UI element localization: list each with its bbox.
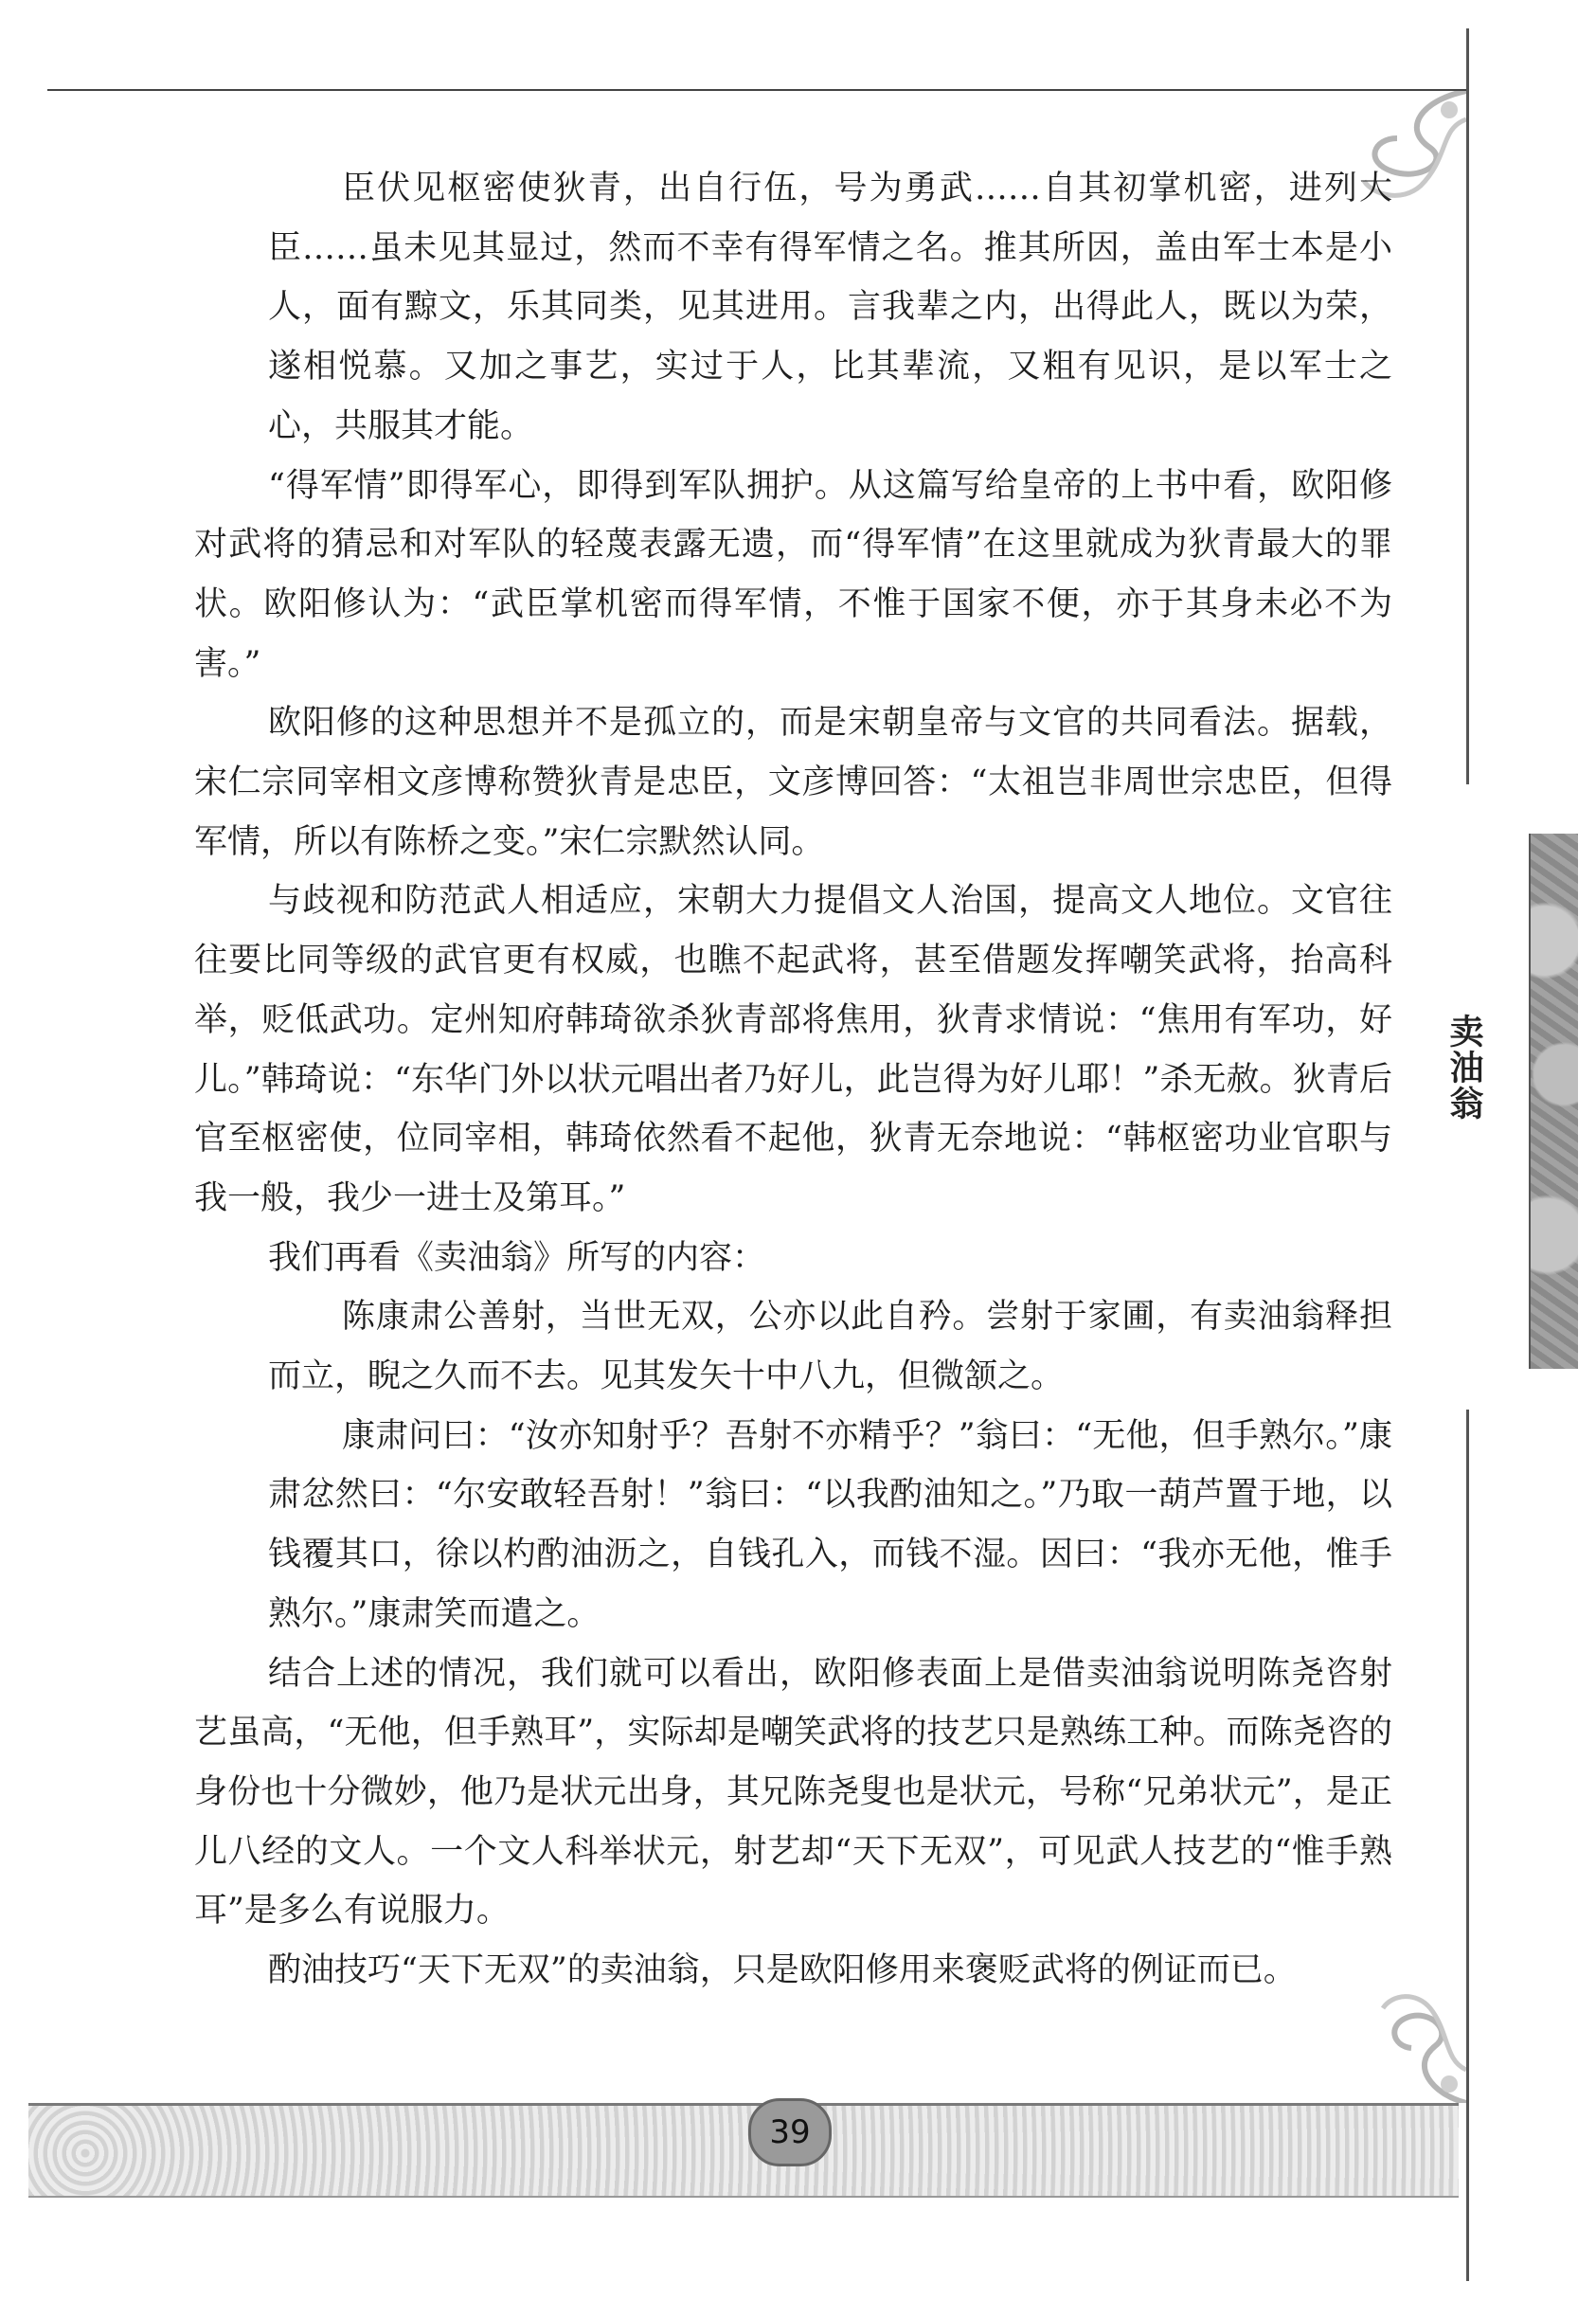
body-paragraph: “得军情”即得军心，即得到军队拥护。从这篇写给皇帝的上书中看，欧阳修对武将的猜忌和对军队的轻蔑表露无遗，而“得军情”在这里就成为狄青最大的罪状。欧阳修认为：“武臣掌机密而得军情，不惟于国家不便，亦于其身未必不为害。” — [194, 466, 1392, 683]
quote-paragraph: 康肃问曰：“汝亦知射乎？吾射不亦精乎？”翁曰：“无他，但手熟尔。”康肃忿然曰：“尔安敢轻吾射！”翁曰：“以我酌油知之。”乃取一葫芦置于地，以钱覆其口，徐以杓酌油沥之，自钱孔入，而钱不湿。因曰：“我亦无他，惟手熟尔。”康肃笑而遣之。 — [268, 1416, 1392, 1633]
body-paragraph: 酌油技巧“天下无双”的卖油翁，只是欧阳修用来褒贬武将的例证而已。 — [268, 1951, 1297, 1990]
page-number: 39 — [748, 2098, 832, 2166]
right-rule-bottom — [1466, 1410, 1469, 2281]
quote-paragraph: 陈康肃公善射，当世无双，公亦以此自矜。尝射于家圃，有卖油翁释担而立，睨之久而不去。见其发矢十中八九，但微颔之。 — [268, 1298, 1392, 1396]
right-rule-top — [1466, 28, 1469, 784]
section-label: 卖油翁 — [1444, 1014, 1484, 1122]
quote-paragraph: 臣伏见枢密使狄青，出自行伍，号为勇武……自其初掌机密，进列大臣……虽未见其显过，然而不幸有得军情之名。推其所因，盖由军士本是小人，面有黥文，乐其同类，见其进用。言我辈之内，出得此人，既以为荣，遂相悦慕。又加之事艺，实过于人，比其辈流，又粗有见识，是以军士之心，共服其才能。 — [268, 170, 1392, 445]
side-tab — [1529, 834, 1578, 1369]
footer-ornament-band — [28, 2103, 1459, 2198]
article-body — [194, 159, 1392, 2001]
body-paragraph: 我们再看《卖油翁》所写的内容： — [268, 1238, 766, 1277]
body-paragraph: 结合上述的情况，我们就可以看出，欧阳修表面上是借卖油翁说明陈尧咨射艺虽高，“无他，但手熟耳”，实际却是嘲笑武将的技艺只是熟练工种。而陈尧咨的身份也十分微妙，他乃是状元出身，其兄陈尧叟也是状元，号称“兄弟状元”，是正儿八经的文人。一个文人科举状元，射艺却“天下无双”，可见武人技艺的“惟手熟耳”是多么有说服力。 — [194, 1654, 1392, 1931]
body-paragraph: 欧阳修的这种思想并不是孤立的，而是宋朝皇帝与文官的共同看法。据载，宋仁宗同宰相文彦博称赞狄青是忠臣，文彦博回答：“太祖岂非周世宗忠臣，但得军情，所以有陈桥之变。”宋仁宗默然认同。 — [194, 704, 1392, 861]
top-rule — [47, 89, 1468, 91]
body-paragraph: 与歧视和防范武人相适应，宋朝大力提倡文人治国，提高文人地位。文官往往要比同等级的武官更有权威，也瞧不起武将，甚至借题发挥嘲笑武将，抬高科举，贬低武功。定州知府韩琦欲杀狄青部将焦用，狄青求情说：“焦用有军功，好儿。”韩琦说：“东华门外以状元唱出者乃好儿，此岂得为好儿耶！”杀无赦。狄青后官至枢密使，位同宰相，韩琦依然看不起他，狄青无奈地说：“韩枢密功业官职与我一般，我少一进士及第耳。” — [194, 882, 1392, 1217]
